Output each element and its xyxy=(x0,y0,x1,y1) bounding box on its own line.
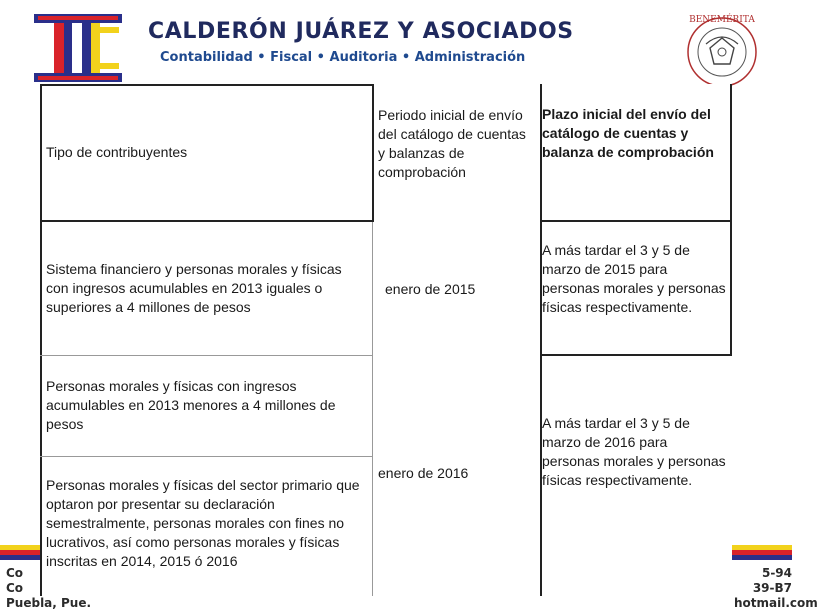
footer-contact-left: Co Co Puebla, Pue. xyxy=(6,566,92,610)
row2-period: enero de 2016 xyxy=(378,465,469,481)
firm-name: CALDERÓN JUÁREZ Y ASOCIADOS xyxy=(148,19,574,44)
row1-period: enero de 2015 xyxy=(385,281,476,297)
row2-taxpayer-type-b: Personas morales y físicas del sector primario que optaron por presentar su declaración semestralmente, personas morales con fines no lucrativos, así como personas morales y físicas inscritas en 2014, 2015 ó 2016 xyxy=(46,477,360,569)
col-header-taxpayer-type: Tipo de contribuyentes xyxy=(46,144,188,160)
row2-deadline: A más tardar el 3 y 5 de marzo de 2016 para personas morales y personas físicas respectivamente. xyxy=(542,415,726,488)
seal-text: BENEMÉRITA xyxy=(689,15,755,25)
row1-taxpayer-type: Sistema financiero y personas morales y físicas con ingresos acumulables en 2013 iguales o superiores a 4 millones de pesos xyxy=(46,261,342,315)
row2-taxpayer-type-a: Personas morales y físicas con ingresos acumulables en 2013 menores a 4 millones de pesos xyxy=(46,378,336,432)
row1-deadline: A más tardar el 3 y 5 de marzo de 2015 para personas morales y personas físicas respectivamente. xyxy=(542,242,726,315)
col-header-initial-deadline: Plazo inicial del envío del catálogo de cuentas y balanza de comprobación xyxy=(542,106,714,160)
firm-logo-icon xyxy=(34,14,122,82)
taxpayer-schedule-table xyxy=(40,84,732,596)
university-seal-icon xyxy=(672,8,772,92)
col-header-initial-period: Periodo inicial de envío del catálogo de cuentas y balanzas de comprobación xyxy=(378,107,526,180)
footer-contact-right: 5-94 39-B7 hotmail.com xyxy=(734,566,818,610)
firm-services: Contabilidad • Fiscal • Auditoria • Administración xyxy=(160,50,526,65)
